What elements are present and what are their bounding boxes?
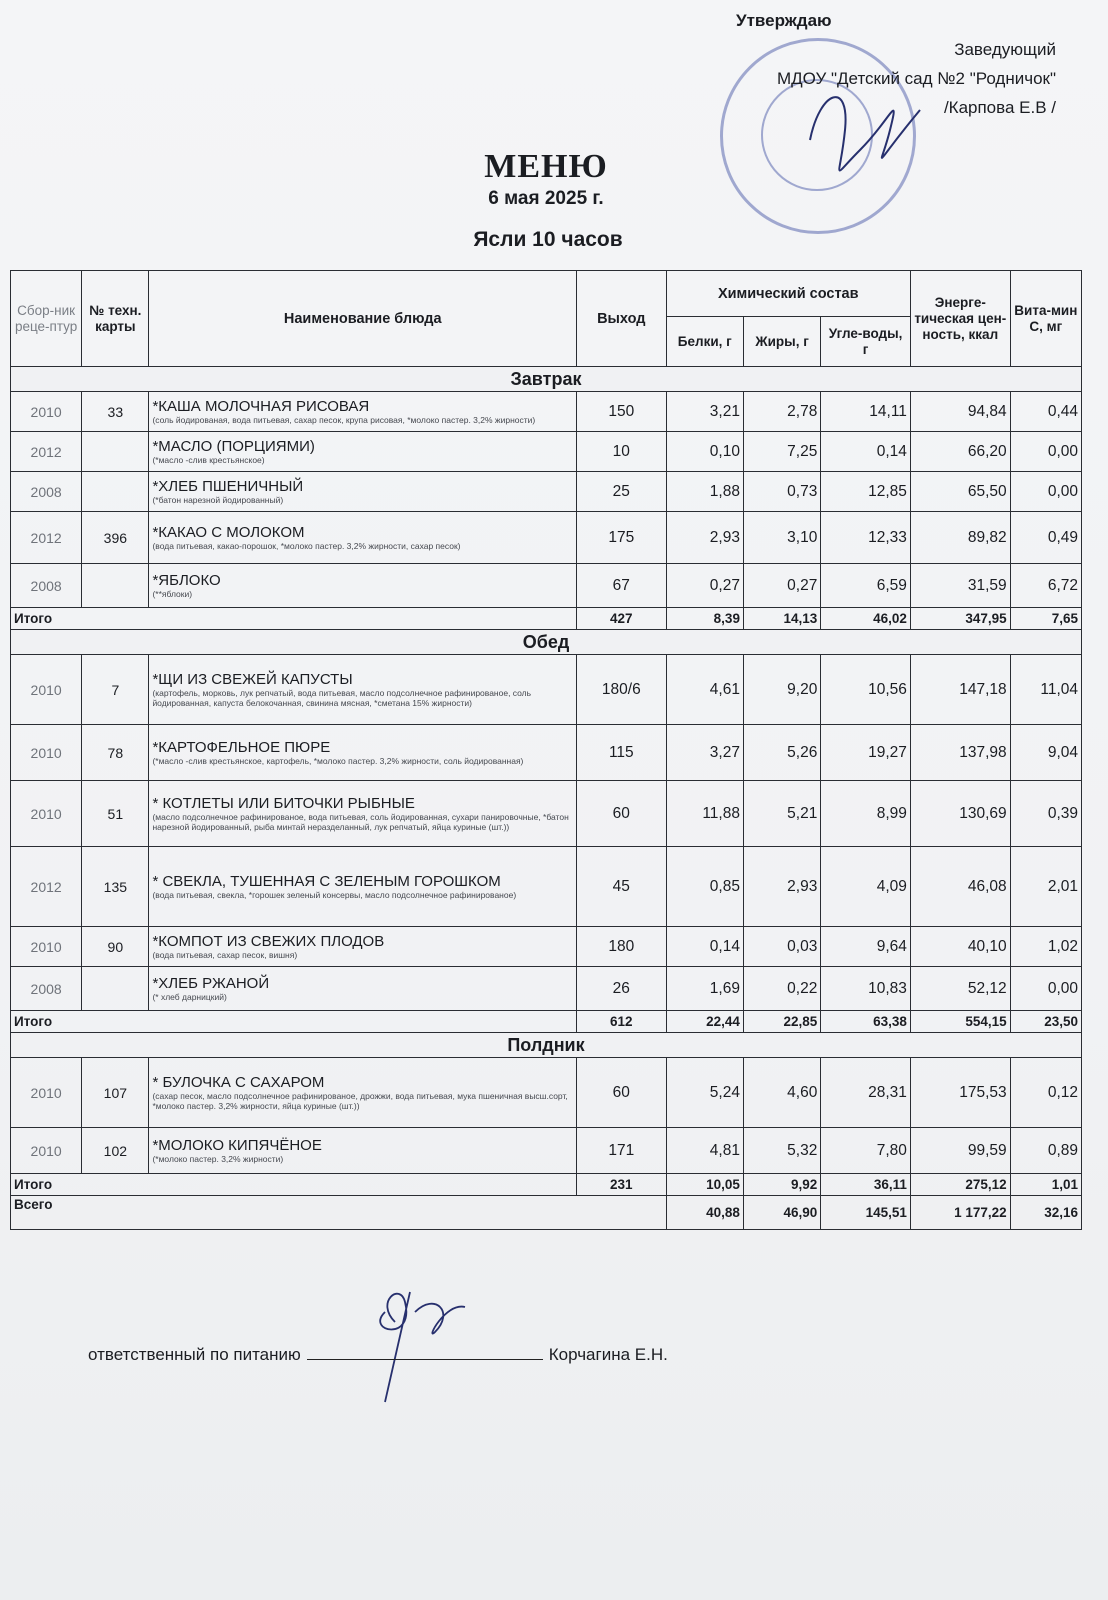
- cell-dish: [149, 781, 577, 847]
- table-row: [11, 564, 1082, 608]
- cell-energy: 40,10: [910, 927, 1010, 967]
- approval-position: Заведующий: [954, 40, 1056, 59]
- approval-signer: /Карпова Е.В /: [943, 98, 1056, 117]
- header-vitamin: Вита-мин С, мг: [1010, 271, 1081, 367]
- dish-name: *ХЛЕБ РЖАНОЙ: [152, 975, 270, 992]
- dish-ingredients: (*молоко пастер. 3,2% жирности): [152, 1154, 284, 1164]
- menu-date: 6 мая 2025 г.: [488, 188, 604, 209]
- total-output: 427: [577, 608, 667, 630]
- cell-energy: 65,50: [910, 472, 1010, 512]
- total-proteins: 8,39: [666, 608, 743, 630]
- dish-ingredients: (соль йодированая, вода питьевая, сахар песок, крупа рисовая, *молоко пастер. 3,2% жирности): [152, 415, 536, 425]
- header-carbs: Угле-воды, г: [821, 317, 911, 367]
- cell-card: 396: [82, 512, 149, 564]
- menu-group: Ясли 10 часов: [473, 228, 623, 251]
- cell-output: 180: [577, 927, 667, 967]
- cell-collection: 2010: [11, 927, 82, 967]
- cell-carbs: 10,56: [821, 655, 911, 725]
- grand-total-carbs: 145,51: [821, 1196, 911, 1230]
- dish-ingredients: (картофель, морковь, лук репчатый, вода питьевая, масло подсолнечное рафинированое, соль йодированная, капуста белокочанная, свинина мясная, *сметана 15% жирности): [152, 688, 532, 708]
- cell-carbs: 0,14: [821, 432, 911, 472]
- cell-energy: 137,98: [910, 725, 1010, 781]
- cell-energy: 147,18: [910, 655, 1010, 725]
- cell-carbs: 9,64: [821, 927, 911, 967]
- total-energy: 347,95: [910, 608, 1010, 630]
- section-row: [11, 367, 1082, 392]
- cell-output: 175: [577, 512, 667, 564]
- cell-carbs: 10,83: [821, 967, 911, 1011]
- cell-carbs: 12,33: [821, 512, 911, 564]
- cell-dish: [149, 432, 577, 472]
- cell-collection: 2010: [11, 1058, 82, 1128]
- cell-vitamin: 0,12: [1010, 1058, 1081, 1128]
- dish-ingredients: (*масло -слив крестьянское): [152, 455, 265, 465]
- dish-ingredients: (масло подсолнечное рафинированое, вода питьевая, соль йодированная, сухари панировочные, *батон нарезной йодированный, рыба минтай неразделанный, лук репчатый, яйца куриные (шт.)): [152, 812, 569, 832]
- grand-total-label: Всего: [11, 1196, 667, 1230]
- cell-proteins: 4,81: [666, 1128, 743, 1174]
- total-vitamin: 1,01: [1010, 1174, 1081, 1196]
- total-carbs: 63,38: [821, 1011, 911, 1033]
- cell-output: 60: [577, 1058, 667, 1128]
- dish-ingredients: (вода питьевая, свекла, *горошек зеленый консервы, масло подсолнечное рафинированое): [152, 890, 517, 900]
- cell-fats: 0,27: [743, 564, 820, 608]
- cell-energy: 89,82: [910, 512, 1010, 564]
- cell-vitamin: 0,00: [1010, 432, 1081, 472]
- cell-proteins: 5,24: [666, 1058, 743, 1128]
- cell-collection: 2010: [11, 655, 82, 725]
- header-chemical: Химический состав: [666, 271, 910, 317]
- dish-name: * БУЛОЧКА С САХАРОМ: [152, 1074, 325, 1091]
- header-collection: Сбор-ник реце-птур: [11, 271, 82, 367]
- table-row: [11, 1058, 1082, 1128]
- cell-energy: 46,08: [910, 847, 1010, 927]
- cell-fats: 5,32: [743, 1128, 820, 1174]
- responsible-name: Корчагина Е.Н.: [548, 1345, 668, 1364]
- header-dish: Наименование блюда: [149, 271, 577, 367]
- cell-carbs: 19,27: [821, 725, 911, 781]
- cell-dish: [149, 847, 577, 927]
- cell-collection: 2012: [11, 432, 82, 472]
- header-output: Выход: [577, 271, 667, 367]
- cell-dish: [149, 967, 577, 1011]
- cell-collection: 2008: [11, 472, 82, 512]
- cell-proteins: 0,10: [666, 432, 743, 472]
- cell-fats: 2,78: [743, 392, 820, 432]
- cell-fats: 0,73: [743, 472, 820, 512]
- cell-vitamin: 0,89: [1010, 1128, 1081, 1174]
- cell-vitamin: 2,01: [1010, 847, 1081, 927]
- table-row: [11, 967, 1082, 1011]
- total-label: Итого: [11, 1011, 577, 1033]
- cell-fats: 7,25: [743, 432, 820, 472]
- cell-dish: [149, 725, 577, 781]
- page-title: МЕНЮ: [484, 148, 608, 185]
- dish-name: *МАСЛО (ПОРЦИЯМИ): [152, 438, 315, 455]
- cell-collection: 2010: [11, 392, 82, 432]
- dish-name: *ХЛЕБ ПШЕНИЧНЫЙ: [152, 478, 304, 495]
- cell-output: 150: [577, 392, 667, 432]
- cell-card: 33: [82, 392, 149, 432]
- cell-card: 78: [82, 725, 149, 781]
- cell-carbs: 14,11: [821, 392, 911, 432]
- dish-ingredients: (вода питьевая, какао-порошок, *молоко пастер. 3,2% жирности, сахар песок): [152, 541, 461, 551]
- cell-output: 171: [577, 1128, 667, 1174]
- total-vitamin: 23,50: [1010, 1011, 1081, 1033]
- total-fats: 9,92: [743, 1174, 820, 1196]
- cell-card: 51: [82, 781, 149, 847]
- cell-dish: [149, 564, 577, 608]
- cell-collection: 2012: [11, 512, 82, 564]
- cell-output: 180/6: [577, 655, 667, 725]
- dish-ingredients: (*батон нарезной йодированный): [152, 495, 284, 505]
- total-output: 231: [577, 1174, 667, 1196]
- cell-card: [82, 967, 149, 1011]
- cell-fats: 3,10: [743, 512, 820, 564]
- approval-block: [726, 6, 1056, 122]
- cell-proteins: 0,27: [666, 564, 743, 608]
- cell-vitamin: 1,02: [1010, 927, 1081, 967]
- cell-output: 60: [577, 781, 667, 847]
- dish-ingredients: (**яблоки): [152, 589, 193, 599]
- table-row: [11, 512, 1082, 564]
- dish-ingredients: (* хлеб дарницкий): [152, 992, 227, 1002]
- cell-energy: 130,69: [910, 781, 1010, 847]
- cell-carbs: 28,31: [821, 1058, 911, 1128]
- cell-energy: 175,53: [910, 1058, 1010, 1128]
- cell-energy: 31,59: [910, 564, 1010, 608]
- cell-collection: 2010: [11, 725, 82, 781]
- section-row: [11, 630, 1082, 655]
- total-label: Итого: [11, 608, 577, 630]
- cell-card: 102: [82, 1128, 149, 1174]
- dish-name: *КАРТОФЕЛЬНОЕ ПЮРЕ: [152, 739, 331, 756]
- dish-ingredients: (вода питьевая, сахар песок, вишня): [152, 950, 298, 960]
- cell-energy: 94,84: [910, 392, 1010, 432]
- cell-proteins: 2,93: [666, 512, 743, 564]
- total-vitamin: 7,65: [1010, 608, 1081, 630]
- cell-vitamin: 0,00: [1010, 472, 1081, 512]
- cell-fats: 4,60: [743, 1058, 820, 1128]
- table-row: [11, 392, 1082, 432]
- responsible-line: [88, 1345, 668, 1365]
- total-row: [11, 608, 1082, 630]
- cell-proteins: 0,14: [666, 927, 743, 967]
- grand-total-fats: 46,90: [743, 1196, 820, 1230]
- cell-output: 26: [577, 967, 667, 1011]
- total-fats: 22,85: [743, 1011, 820, 1033]
- cell-collection: 2008: [11, 967, 82, 1011]
- cell-fats: 9,20: [743, 655, 820, 725]
- cell-proteins: 0,85: [666, 847, 743, 927]
- cell-energy: 52,12: [910, 967, 1010, 1011]
- total-label: Итого: [11, 1174, 577, 1196]
- table-row: [11, 847, 1082, 927]
- cell-output: 10: [577, 432, 667, 472]
- cell-energy: 66,20: [910, 432, 1010, 472]
- grand-total-energy: 1 177,22: [910, 1196, 1010, 1230]
- cell-proteins: 4,61: [666, 655, 743, 725]
- cell-vitamin: 6,72: [1010, 564, 1081, 608]
- cell-dish: [149, 512, 577, 564]
- cell-vitamin: 11,04: [1010, 655, 1081, 725]
- table-row: [11, 781, 1082, 847]
- cell-dish: [149, 655, 577, 725]
- section-title: Обед: [11, 630, 1082, 655]
- cell-card: 7: [82, 655, 149, 725]
- cell-collection: 2012: [11, 847, 82, 927]
- cell-energy: 99,59: [910, 1128, 1010, 1174]
- total-carbs: 36,11: [821, 1174, 911, 1196]
- header-card: № техн. карты: [82, 271, 149, 367]
- cell-proteins: 1,69: [666, 967, 743, 1011]
- approval-organization: МДОУ "Детский сад №2 "Родничок": [776, 69, 1056, 88]
- responsible-signature: [355, 1272, 475, 1412]
- total-row: [11, 1174, 1082, 1196]
- table-row: [11, 927, 1082, 967]
- cell-fats: 2,93: [743, 847, 820, 927]
- grand-total-proteins: 40,88: [666, 1196, 743, 1230]
- cell-dish: [149, 472, 577, 512]
- total-fats: 14,13: [743, 608, 820, 630]
- cell-card: [82, 564, 149, 608]
- cell-output: 25: [577, 472, 667, 512]
- cell-vitamin: 0,49: [1010, 512, 1081, 564]
- table-row: [11, 432, 1082, 472]
- table-row: [11, 655, 1082, 725]
- cell-dish: [149, 1128, 577, 1174]
- dish-ingredients: (сахар песок, масло подсолнечное рафинированое, дрожжи, вода питьевая, мука пшеничная высш.сорт, *молоко пастер. 3,2% жирности, яйца куриные (шт.)): [152, 1091, 568, 1111]
- header-energy: Энерге-тическая цен-ность, ккал: [910, 271, 1010, 367]
- cell-proteins: 1,88: [666, 472, 743, 512]
- total-proteins: 22,44: [666, 1011, 743, 1033]
- total-output: 612: [577, 1011, 667, 1033]
- cell-carbs: 12,85: [821, 472, 911, 512]
- cell-carbs: 8,99: [821, 781, 911, 847]
- cell-fats: 0,03: [743, 927, 820, 967]
- cell-vitamin: 0,00: [1010, 967, 1081, 1011]
- responsible-label: ответственный по питанию: [88, 1345, 301, 1364]
- cell-carbs: 4,09: [821, 847, 911, 927]
- cell-dish: [149, 392, 577, 432]
- cell-card: 107: [82, 1058, 149, 1128]
- total-energy: 275,12: [910, 1174, 1010, 1196]
- cell-vitamin: 9,04: [1010, 725, 1081, 781]
- cell-fats: 0,22: [743, 967, 820, 1011]
- dish-ingredients: (*масло -слив крестьянское, картофель, *молоко пастер. 3,2% жирности, соль йодированная): [152, 756, 524, 766]
- cell-collection: 2010: [11, 1128, 82, 1174]
- cell-vitamin: 0,44: [1010, 392, 1081, 432]
- cell-fats: 5,21: [743, 781, 820, 847]
- cell-dish: [149, 1058, 577, 1128]
- cell-carbs: 7,80: [821, 1128, 911, 1174]
- section-title: Полдник: [11, 1033, 1082, 1058]
- cell-carbs: 6,59: [821, 564, 911, 608]
- grand-total-row: [11, 1196, 1082, 1230]
- cell-dish: [149, 927, 577, 967]
- cell-output: 45: [577, 847, 667, 927]
- cell-card: [82, 472, 149, 512]
- menu-table: [10, 270, 1082, 1230]
- cell-card: 135: [82, 847, 149, 927]
- total-proteins: 10,05: [666, 1174, 743, 1196]
- total-row: [11, 1011, 1082, 1033]
- dish-name: *МОЛОКО КИПЯЧЁНОЕ: [152, 1137, 322, 1154]
- dish-name: *ЩИ ИЗ СВЕЖЕЙ КАПУСТЫ: [152, 671, 353, 688]
- grand-total-vitamin: 32,16: [1010, 1196, 1081, 1230]
- total-energy: 554,15: [910, 1011, 1010, 1033]
- cell-fats: 5,26: [743, 725, 820, 781]
- cell-card: 90: [82, 927, 149, 967]
- table-row: [11, 725, 1082, 781]
- table-row: [11, 1128, 1082, 1174]
- cell-vitamin: 0,39: [1010, 781, 1081, 847]
- dish-name: *ЯБЛОКО: [152, 572, 221, 589]
- approval-title: Утверждаю: [736, 11, 832, 30]
- cell-proteins: 11,88: [666, 781, 743, 847]
- section-row: [11, 1033, 1082, 1058]
- total-carbs: 46,02: [821, 608, 911, 630]
- dish-name: *КАША МОЛОЧНАЯ РИСОВАЯ: [152, 398, 370, 415]
- cell-collection: 2010: [11, 781, 82, 847]
- cell-proteins: 3,21: [666, 392, 743, 432]
- dish-name: * КОТЛЕТЫ ИЛИ БИТОЧКИ РЫБНЫЕ: [152, 795, 415, 812]
- header-proteins: Белки, г: [666, 317, 743, 367]
- cell-output: 115: [577, 725, 667, 781]
- header-fats: Жиры, г: [743, 317, 820, 367]
- cell-card: [82, 432, 149, 472]
- cell-proteins: 3,27: [666, 725, 743, 781]
- dish-name: *КОМПОТ ИЗ СВЕЖИХ ПЛОДОВ: [152, 933, 385, 950]
- section-title: Завтрак: [11, 367, 1082, 392]
- cell-output: 67: [577, 564, 667, 608]
- cell-collection: 2008: [11, 564, 82, 608]
- dish-name: *КАКАО С МОЛОКОМ: [152, 524, 305, 541]
- table-row: [11, 472, 1082, 512]
- dish-name: * СВЕКЛА, ТУШЕННАЯ С ЗЕЛЕНЫМ ГОРОШКОМ: [152, 873, 501, 890]
